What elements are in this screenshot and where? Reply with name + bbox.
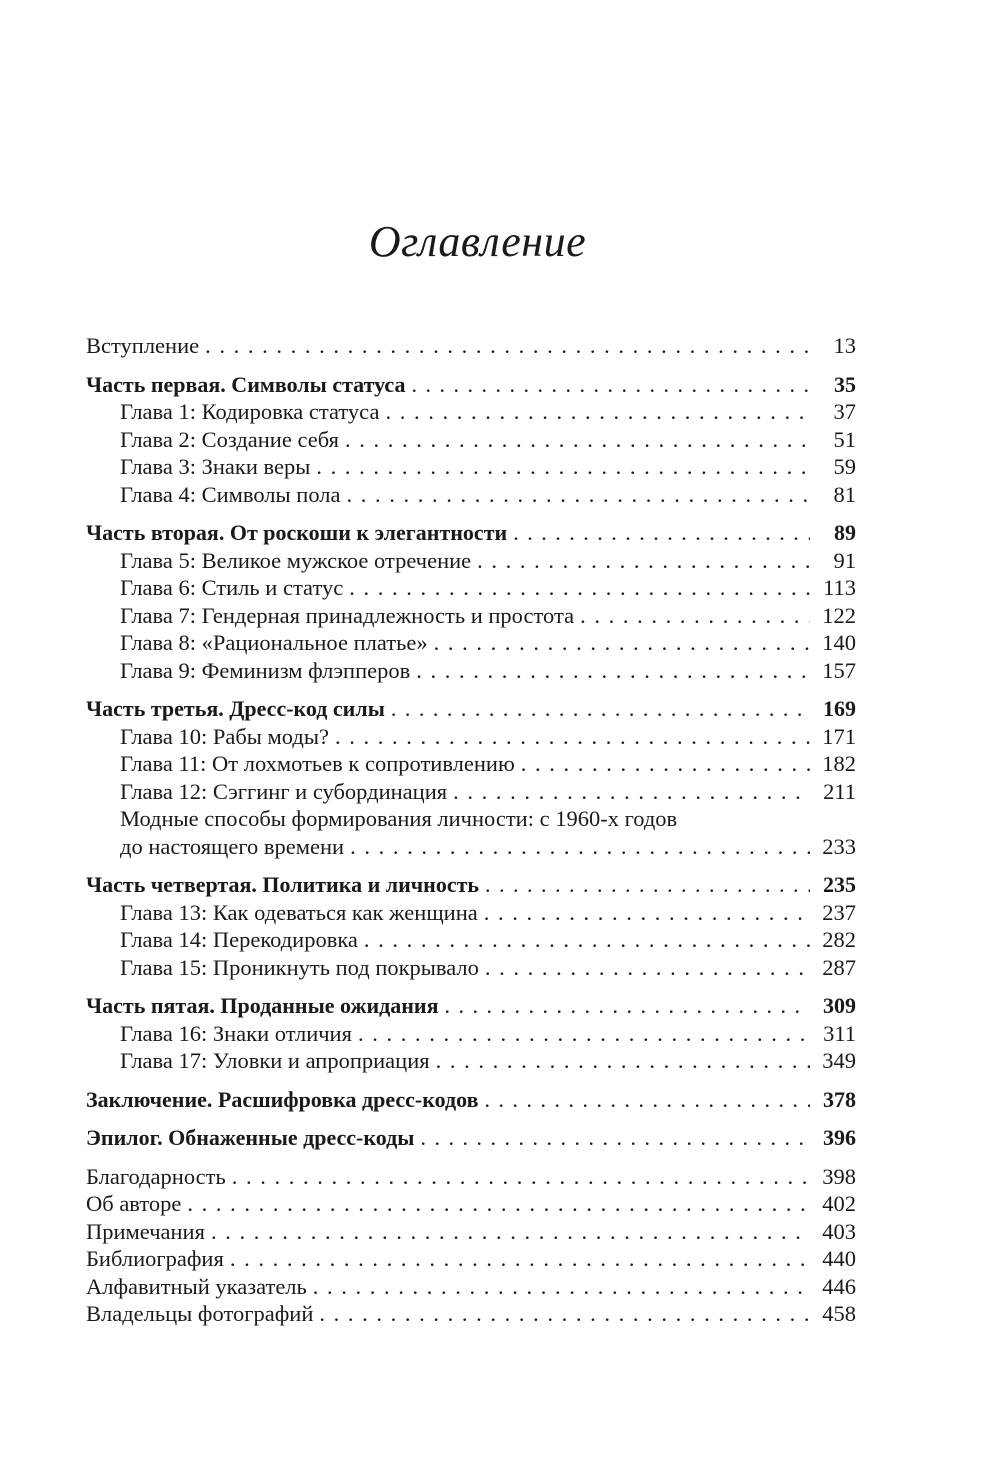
toc-entry-label: Вступление	[86, 333, 200, 358]
toc-entry-label: Глава 9: Феминизм флэпперов	[120, 657, 411, 683]
toc-entry-fashion-identity-line2[interactable]	[86, 833, 856, 861]
dot-leader	[211, 1218, 810, 1246]
toc-entry-label: Глава 8: «Рациональное платье»	[120, 630, 428, 655]
toc-entry-label: Часть первая. Символы статуса	[86, 371, 406, 397]
toc-entry-page: 169	[823, 696, 856, 721]
toc-entry-page: 458	[822, 1301, 856, 1326]
toc-entry-label: Глава 13: Как одеваться как женщина	[120, 899, 478, 925]
dot-leader	[358, 1020, 810, 1048]
dot-leader	[420, 1124, 810, 1152]
toc-entry-page: 237	[822, 899, 856, 925]
toc-entry-page: 91	[833, 547, 856, 573]
toc-entry-label: Часть четвертая. Политика и личность	[86, 872, 480, 897]
toc-entry-page: 233	[822, 833, 856, 859]
toc-entry-label: Глава 7: Гендерная принадлежность и простота	[120, 602, 575, 628]
toc-entry-page: 402	[822, 1191, 856, 1216]
dot-leader	[484, 1086, 810, 1114]
toc-entry-chapter-10[interactable]	[86, 723, 856, 751]
toc-entry-page: 35	[834, 371, 856, 397]
toc-entry-page: 113	[823, 575, 856, 600]
toc-entry-label: Глава 1: Кодировка статуса	[120, 399, 380, 424]
toc-entry-label: Эпилог. Обнаженные дресс-коды	[86, 1125, 415, 1150]
dot-leader	[347, 481, 811, 509]
toc-entry-chapter-6[interactable]	[86, 574, 856, 602]
toc-entry-page: 171	[822, 723, 856, 749]
dot-leader	[345, 426, 810, 454]
toc-entry-page: 309	[823, 993, 856, 1018]
dot-leader	[335, 723, 810, 751]
toc-entry-label: Владельцы фотографий	[86, 1301, 314, 1326]
toc-entry-label: Заключение. Расшифровка дресс-кодов	[86, 1086, 479, 1112]
toc-entry-page: 446	[822, 1273, 856, 1299]
toc-entry-chapter-7[interactable]	[86, 602, 856, 630]
toc-entry-page: 89	[834, 520, 856, 545]
toc-entry-label: Глава 10: Рабы моды?	[120, 723, 329, 749]
toc-entry-chapter-14[interactable]	[86, 926, 856, 954]
toc-entry-about-author[interactable]	[86, 1190, 856, 1218]
toc-entry-page: 51	[833, 426, 856, 452]
toc-entry-label: Глава 11: От лохмотьев к сопротивлению	[120, 751, 515, 776]
toc-entry-label: Глава 17: Уловки и апроприация	[120, 1048, 430, 1073]
dot-leader	[580, 602, 810, 630]
dot-leader	[411, 371, 810, 399]
toc-entry-chapter-8[interactable]	[86, 629, 856, 657]
toc-entry-page: 403	[822, 1218, 856, 1244]
toc-entry-label-continued: до настоящего времени	[120, 833, 345, 859]
dot-leader	[436, 1047, 810, 1075]
dot-leader	[313, 1273, 810, 1301]
toc-entry-page: 287	[822, 954, 856, 980]
toc-entry-label: Глава 14: Перекодировка	[120, 927, 358, 952]
toc-entry-notes[interactable]	[86, 1218, 856, 1246]
toc-entry-page: 13	[833, 333, 856, 358]
toc-entry-page: 349	[822, 1048, 856, 1073]
dot-leader	[485, 871, 810, 899]
toc-entry-page: 440	[822, 1246, 856, 1271]
dot-leader	[385, 398, 810, 426]
toc-entry-label: Благодарность	[86, 1163, 226, 1189]
dot-leader	[477, 547, 810, 575]
toc-entry-index[interactable]	[86, 1273, 856, 1301]
toc-entry-label: Глава 5: Великое мужское отречение	[120, 547, 472, 573]
toc-entry-part-4[interactable]	[86, 871, 856, 899]
dot-leader	[391, 695, 810, 723]
dot-leader	[364, 926, 810, 954]
toc-entry-label: Часть вторая. От роскоши к элегантности	[86, 520, 508, 545]
toc-entry-label: Глава 4: Символы пола	[120, 481, 341, 507]
toc-entry-chapter-1[interactable]	[86, 398, 856, 426]
toc-entry-chapter-16[interactable]	[86, 1020, 856, 1048]
toc-entry-label: Модные способы формирования личности: с 1960-х годов	[120, 806, 678, 831]
dot-leader	[350, 833, 810, 861]
toc-entry-conclusion[interactable]	[86, 1086, 856, 1114]
toc-entry-chapter-11[interactable]	[86, 750, 856, 778]
dot-leader	[319, 1300, 810, 1328]
toc-entry-page: 235	[823, 872, 856, 897]
toc-entry-intro[interactable]	[86, 332, 856, 360]
toc-entry-label: Примечания	[86, 1218, 205, 1244]
toc-entry-page: 396	[823, 1125, 856, 1150]
dot-leader	[513, 519, 810, 547]
toc-entry-chapter-4[interactable]	[86, 481, 856, 509]
dot-leader	[521, 750, 810, 778]
toc-entry-chapter-12[interactable]	[86, 778, 856, 806]
toc-entry-page: 59	[833, 454, 856, 479]
toc-entry-label: Глава 3: Знаки веры	[120, 454, 311, 479]
dot-leader	[484, 899, 810, 927]
toc-entry-page: 398	[822, 1163, 856, 1189]
toc-entry-part-3[interactable]	[86, 695, 856, 723]
dot-leader	[316, 453, 810, 481]
dot-leader	[349, 574, 810, 602]
dot-leader	[453, 778, 810, 806]
toc-entry-label: Об авторе	[86, 1191, 182, 1216]
toc-entry-label: Часть третья. Дресс-код силы	[86, 696, 385, 721]
dot-leader	[485, 954, 810, 982]
toc-entry-label: Глава 6: Стиль и статус	[120, 575, 344, 600]
toc-entry-label: Алфавитный указатель	[86, 1273, 307, 1299]
dot-leader	[232, 1163, 810, 1191]
toc-entry-label: Глава 12: Сэггинг и субординация	[120, 778, 448, 804]
toc-entry-photo-credits[interactable]	[86, 1300, 856, 1328]
toc-entry-page: 157	[822, 657, 856, 683]
toc-entry-part-2[interactable]	[86, 519, 856, 547]
toc-entry-epilogue[interactable]	[86, 1124, 856, 1152]
toc-entry-label: Библиография	[86, 1246, 224, 1271]
table-of-contents	[86, 332, 856, 1328]
dot-leader	[205, 332, 810, 360]
toc-entry-label: Глава 2: Создание себя	[120, 426, 339, 452]
toc-entry-chapter-15[interactable]	[86, 954, 856, 982]
toc-entry-chapter-3[interactable]	[86, 453, 856, 481]
toc-entry-label: Глава 15: Проникнуть под покрывало	[120, 954, 479, 980]
toc-entry-chapter-9[interactable]	[86, 657, 856, 685]
toc-entry-label: Часть пятая. Проданные ожидания	[86, 993, 439, 1018]
toc-entry-page: 211	[823, 778, 856, 804]
toc-entry-chapter-13[interactable]	[86, 899, 856, 927]
dot-leader	[445, 992, 810, 1020]
toc-entry-page: 140	[822, 630, 856, 655]
toc-entry-acknowledgements[interactable]	[86, 1163, 856, 1191]
toc-entry-chapter-5[interactable]	[86, 547, 856, 575]
toc-entry-page: 122	[822, 602, 856, 628]
dot-leader	[416, 657, 810, 685]
toc-entry-page: 378	[823, 1086, 856, 1112]
toc-entry-page: 37	[833, 399, 856, 424]
dot-leader	[187, 1190, 810, 1218]
toc-entry-page: 182	[822, 751, 856, 776]
toc-entry-part-1[interactable]	[86, 371, 856, 399]
toc-entry-page: 81	[833, 481, 856, 507]
toc-entry-bibliography[interactable]	[86, 1245, 856, 1273]
toc-entry-chapter-17[interactable]	[86, 1047, 856, 1075]
toc-entry-page: 311	[823, 1020, 856, 1046]
toc-entry-chapter-2[interactable]	[86, 426, 856, 454]
dot-leader	[434, 629, 810, 657]
toc-entry-page: 282	[822, 927, 856, 952]
page-title: Оглавление	[368, 217, 587, 266]
toc-entry-fashion-identity-line1[interactable]	[86, 805, 856, 833]
toc-entry-label: Глава 16: Знаки отличия	[120, 1020, 352, 1046]
dot-leader	[230, 1245, 810, 1273]
toc-entry-part-5[interactable]	[86, 992, 856, 1020]
